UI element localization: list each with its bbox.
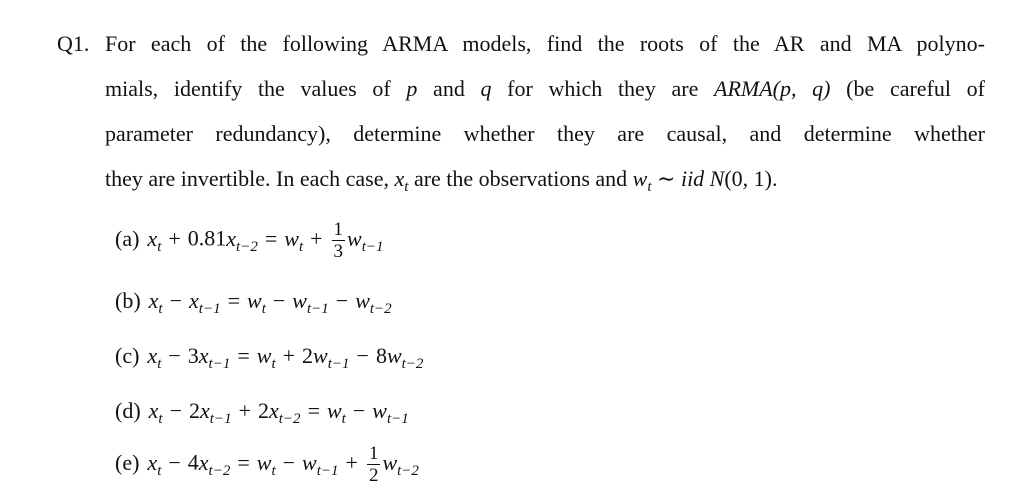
operator: −	[169, 288, 183, 313]
subscript: t−2	[278, 411, 301, 427]
operator: −	[335, 288, 349, 313]
variable: $x_t$	[148, 398, 163, 427]
coefficient: 0.81	[187, 225, 227, 251]
variable: $x_t$	[147, 225, 162, 255]
subscript: t−2	[236, 238, 258, 255]
subscript: t−1	[361, 238, 384, 255]
subscript: t	[158, 301, 163, 317]
text-segment: and	[417, 76, 481, 101]
text-segment: for which they are	[491, 76, 715, 101]
item-label: (e)	[115, 449, 140, 475]
subscript: t	[271, 462, 276, 479]
subscript: t−2	[369, 301, 392, 317]
variable: $x_{t-2}$	[226, 225, 258, 255]
equation-item	[115, 288, 392, 317]
question-line	[105, 76, 985, 102]
operator: =	[264, 225, 278, 251]
operator: +	[345, 449, 358, 475]
subscript: t	[271, 356, 276, 372]
coefficient: 3	[187, 343, 199, 368]
operator: −	[272, 288, 286, 313]
operator: =	[237, 343, 250, 368]
subscript: t−1	[306, 301, 329, 317]
subscript: t−2	[397, 462, 419, 479]
text-segment: (0, 1).	[724, 166, 778, 191]
variable: $w_{t-1}$	[347, 225, 384, 255]
variable: $w_{t-1}$	[302, 449, 339, 479]
math-term: iid N	[680, 166, 725, 191]
subscript: t	[157, 238, 162, 255]
subscript: t	[404, 179, 409, 195]
coefficient: 4	[187, 449, 199, 475]
equation-item	[115, 398, 409, 427]
variable: $x_{t-2}$	[198, 449, 231, 479]
subscript: t−2	[401, 356, 424, 372]
operator: −	[168, 449, 181, 475]
question-label: Q1.	[57, 31, 90, 56]
operator: −	[352, 398, 366, 423]
subscript: t	[261, 301, 266, 317]
variable: $w_{t-2}$	[386, 343, 424, 372]
operator: +	[238, 398, 251, 423]
text-segment: are the observations and	[408, 166, 633, 191]
variable: $w_t$	[247, 288, 266, 317]
math-term: p	[406, 76, 418, 101]
operator: =	[307, 398, 320, 423]
operator: =	[237, 449, 250, 475]
operator: −	[168, 343, 181, 368]
numerator: 1	[333, 219, 344, 240]
text-segment: they are invertible. In each case,	[105, 166, 395, 191]
operator: +	[282, 343, 296, 368]
text-segment: parameter redundancy), determine whether they are causal, and determine whether	[105, 121, 985, 146]
item-label: (d)	[115, 398, 141, 423]
numerator: 1	[368, 443, 379, 464]
operator: −	[356, 343, 369, 368]
variable: $w_t$	[326, 398, 346, 427]
subscript: t−1	[198, 301, 221, 317]
variable: $w_t$	[284, 225, 304, 255]
text-segment: (be careful of	[830, 76, 985, 101]
subscript: t	[157, 462, 162, 479]
variable: $w_{t-1}$	[292, 288, 329, 317]
coefficient: 2	[258, 398, 269, 423]
subscript: t−1	[208, 356, 231, 372]
item-label: (a)	[115, 225, 140, 251]
coefficient: 2	[302, 343, 314, 368]
variable: $x_t$	[147, 449, 162, 479]
coefficient: 8	[375, 343, 387, 368]
operator: =	[227, 288, 240, 313]
equation-item	[115, 343, 424, 372]
denominator: 3	[333, 241, 344, 262]
math-term: $w_t$	[632, 166, 652, 195]
question-line	[105, 121, 985, 147]
subscript: t	[298, 238, 304, 255]
text-segment: ∼	[651, 166, 681, 191]
math-term: q	[480, 76, 492, 101]
operator: +	[310, 225, 323, 251]
operator: +	[168, 225, 181, 251]
variable: $x_{t-1}$	[189, 288, 221, 317]
subscript: t	[341, 411, 346, 427]
subscript: t−1	[316, 462, 339, 479]
math-term: $x_t$	[394, 166, 409, 195]
subscript: t	[157, 356, 162, 372]
item-label: (c)	[115, 343, 140, 368]
variable: $x_{t-1}$	[198, 343, 231, 372]
variable: $w_{t-1}$	[372, 398, 409, 427]
math-term: ARMA(p, q)	[714, 76, 831, 101]
item-label: (b)	[115, 288, 141, 313]
text-segment: mials, identify the values of	[105, 76, 407, 101]
subscript: t−1	[209, 411, 232, 427]
subscript: t−1	[386, 411, 409, 427]
variable: $x_{t-2}$	[269, 398, 301, 427]
fraction	[332, 219, 346, 262]
variable: $x_t$	[148, 288, 163, 317]
operator: −	[169, 398, 183, 423]
question-line	[105, 31, 985, 57]
equation-item	[115, 219, 384, 262]
variable: $w_{t-2}$	[355, 288, 392, 317]
variable: $w_{t-1}$	[313, 343, 350, 372]
operator: −	[282, 449, 296, 475]
variable: $w_{t-2}$	[382, 449, 419, 479]
variable: $x_{t-1}$	[200, 398, 232, 427]
variable: $w_t$	[256, 449, 276, 479]
denominator: 2	[368, 465, 379, 486]
subscript: t−1	[327, 356, 350, 372]
variable: $x_t$	[147, 343, 162, 372]
fraction	[367, 443, 381, 486]
question-line	[105, 166, 985, 195]
subscript: t	[158, 411, 163, 427]
text-segment: For each of the following ARMA models, find the roots of the AR and MA polyno-	[105, 31, 985, 56]
subscript: t−2	[208, 462, 231, 479]
equation-item	[115, 443, 419, 486]
coefficient: 2	[189, 398, 201, 423]
subscript: t	[647, 179, 652, 195]
variable: $w_t$	[256, 343, 276, 372]
